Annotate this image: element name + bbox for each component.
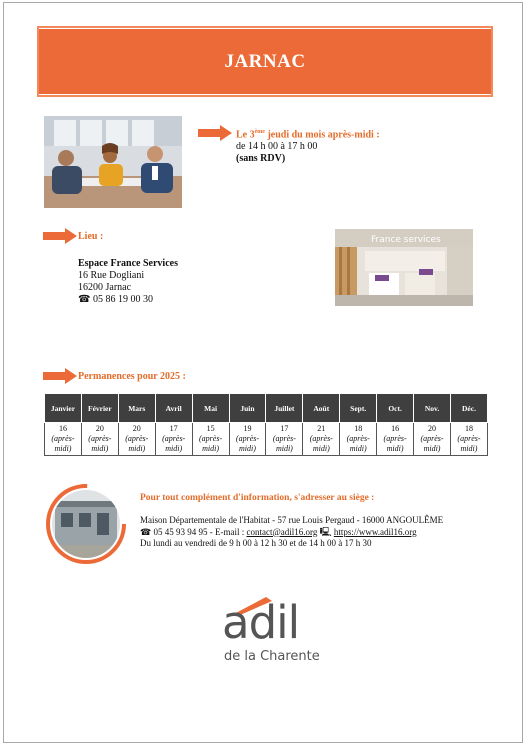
france-services-photo <box>335 229 473 306</box>
month-header: Mai <box>192 394 229 423</box>
website-link[interactable]: https://www.adil16.org <box>333 526 417 537</box>
month-header: Oct. <box>377 394 414 423</box>
page-title: JARNAC <box>224 51 306 72</box>
schedule-hours: de 14 h 00 à 17 h 00 <box>236 141 318 153</box>
date-cell: 17 (après- midi) <box>155 423 192 456</box>
date-cell: 20 (après- midi) <box>414 423 451 456</box>
location-street: 16 Rue Dogliani <box>78 270 145 281</box>
date-cell: 17 (après- midi) <box>266 423 303 456</box>
location-city: 16200 Jarnac <box>78 282 132 293</box>
arrow-right-icon <box>43 228 77 244</box>
header-banner <box>37 26 493 97</box>
permanences-heading: Permanences pour 2025 : <box>78 371 186 382</box>
location-name: Espace France Services <box>78 258 178 269</box>
computer-icon: 🖳 <box>319 526 332 537</box>
info-hours: Du lundi au vendredi de 9 h 00 à 12 h 30 et de 14 h 00 à 17 h 30 <box>140 538 372 548</box>
table-header-row <box>45 394 488 423</box>
month-header: Avril <box>155 394 192 423</box>
info-block <box>140 515 510 550</box>
headquarters-photo <box>45 483 127 565</box>
schedule-note: (sans RDV) <box>236 153 286 165</box>
month-header: Mars <box>118 394 155 423</box>
month-header: Juin <box>229 394 266 423</box>
meeting-photo <box>44 116 182 208</box>
location-block <box>78 258 278 306</box>
date-cell: 20 (après- midi) <box>81 423 118 456</box>
date-cell: 19 (après- midi) <box>229 423 266 456</box>
month-header: Janvier <box>45 394 82 423</box>
table-row <box>45 423 488 456</box>
date-cell: 16 (après- midi) <box>377 423 414 456</box>
date-cell: 18 (après- midi) <box>340 423 377 456</box>
location-heading: Lieu : <box>78 231 104 242</box>
info-address: Maison Départementale de l'Habitat - 57 rue Louis Pergaud - 16000 ANGOULÊME <box>140 515 444 525</box>
arrow-right-icon <box>43 368 77 384</box>
month-header: Août <box>303 394 340 423</box>
date-cell: 16 (après- midi) <box>45 423 82 456</box>
phone-icon: ☎ <box>140 526 152 537</box>
phone-icon: ☎ <box>78 294 91 305</box>
month-header: Nov. <box>414 394 451 423</box>
location-phone: ☎ 05 86 19 00 30 <box>78 294 153 305</box>
schedule-heading: Le 3ème jeudi du mois après-midi : <box>236 129 380 141</box>
info-heading: Pour tout complément d'information, s'adresser au siège : <box>140 493 375 503</box>
arrow-right-icon <box>198 125 232 141</box>
date-cell: 18 (après- midi) <box>450 423 487 456</box>
date-cell: 21 (après- midi) <box>303 423 340 456</box>
date-cell: 20 (après- midi) <box>118 423 155 456</box>
photo-sign-text: France services <box>371 235 441 245</box>
logo-text: adil <box>222 596 300 649</box>
date-cell: 15 (après- midi) <box>192 423 229 456</box>
schedule-block <box>236 126 416 165</box>
info-contact: ☎ 05 45 93 94 95 - E-mail : contact@adil16.org 🖳 https://www.adil16.org <box>140 526 417 537</box>
month-header: Juillet <box>266 394 303 423</box>
email-link[interactable]: contact@adil16.org <box>246 526 318 537</box>
month-header: Sept. <box>340 394 377 423</box>
permanences-table <box>44 393 488 456</box>
month-header: Déc. <box>450 394 487 423</box>
month-header: Février <box>81 394 118 423</box>
logo-subtitle: de la Charente <box>224 649 320 664</box>
